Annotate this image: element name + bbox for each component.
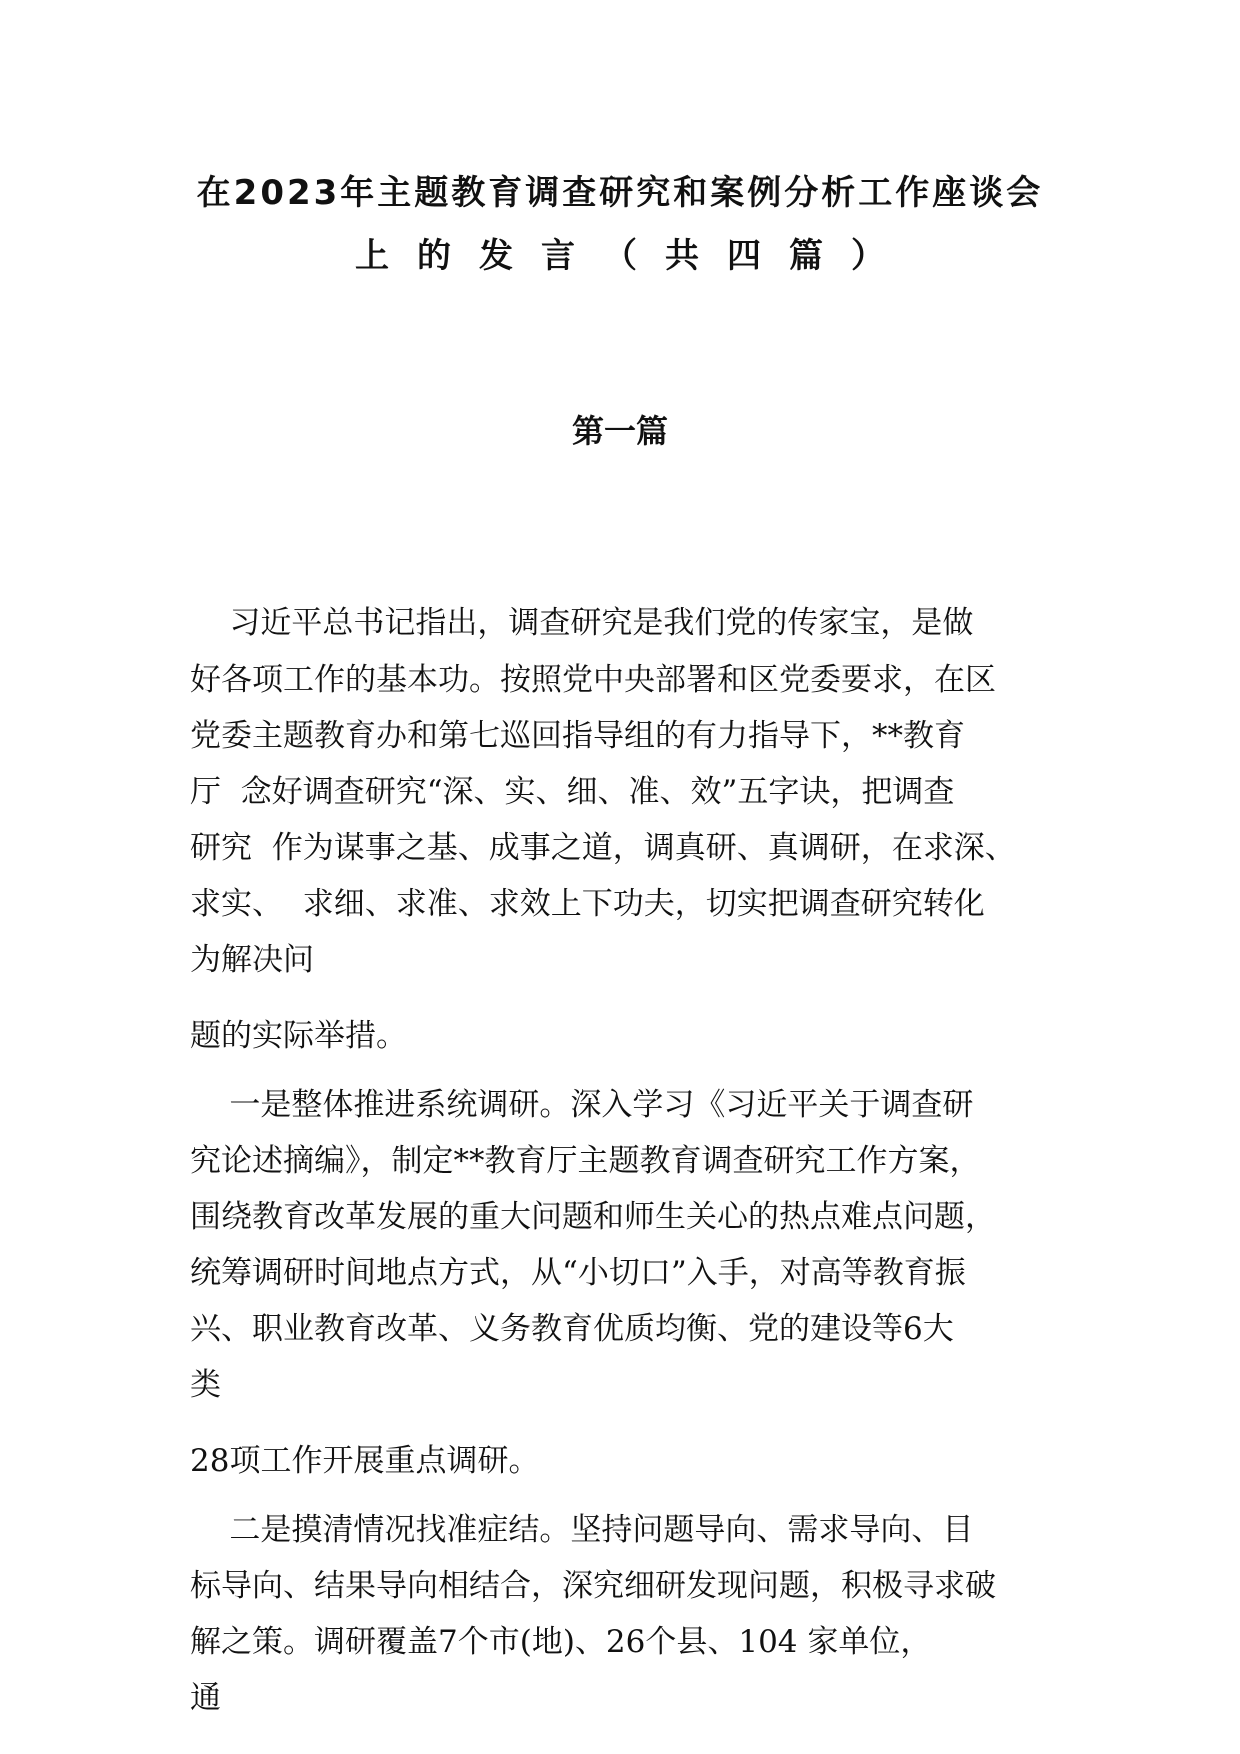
body-line: 厅 念好调查研究“深、实、细、准、效”五字诀，把调查 <box>190 774 955 810</box>
body-line: 究论述摘编》，制定**教育厅主题教育调查研究工作方案， <box>190 1143 981 1179</box>
body-line: 二是摸清情况找准症结。坚持问题导向、需求导向、目 <box>190 1512 974 1548</box>
body-line: 好各项工作的基本功。按照党中央部署和区党委要求，在区 <box>190 662 996 698</box>
body-line: 为解决问 <box>190 942 314 978</box>
body-line: 求实、 求细、求准、求效上下功夫，切实把调查研究转化 <box>190 886 985 922</box>
section-heading: 第一篇 <box>571 412 668 450</box>
body-line: 标导向、结果导向相结合，深究细研发现问题，积极寻求破 <box>190 1568 996 1604</box>
body-line: 一是整体推进系统调研。深入学习《习近平关于调查研 <box>190 1087 974 1123</box>
body-line: 习近平总书记指出，调查研究是我们党的传家宝，是做 <box>190 605 974 641</box>
body-line: 研究 作为谋事之基、成事之道，调真研、真调研，在求深、 <box>190 830 1016 866</box>
body-line: 党委主题教育办和第七巡回指导组的有力指导下，**教育 <box>190 718 965 754</box>
document-title-line2: 上的发言（共四篇） <box>355 236 913 276</box>
body-line: 通 <box>190 1680 221 1716</box>
body-line: 兴、职业教育改革、义务教育优质均衡、党的建设等6大 <box>190 1311 954 1347</box>
body-line: 类 <box>190 1367 221 1403</box>
document-title-line1: 在2023年主题教育调查研究和案例分析工作座谈会 <box>196 173 1044 213</box>
body-line: 28项工作开展重点调研。 <box>190 1443 540 1479</box>
body-line: 解之策。调研覆盖7个市(地)、26个县、104 家单位， <box>190 1624 932 1660</box>
body-line: 题的实际举措。 <box>190 1018 407 1054</box>
body-line: 统筹调研时间地点方式，从“小切口”入手，对高等教育振 <box>190 1255 966 1291</box>
body-line: 围绕教育改革发展的重大问题和师生关心的热点难点问题， <box>190 1199 996 1235</box>
